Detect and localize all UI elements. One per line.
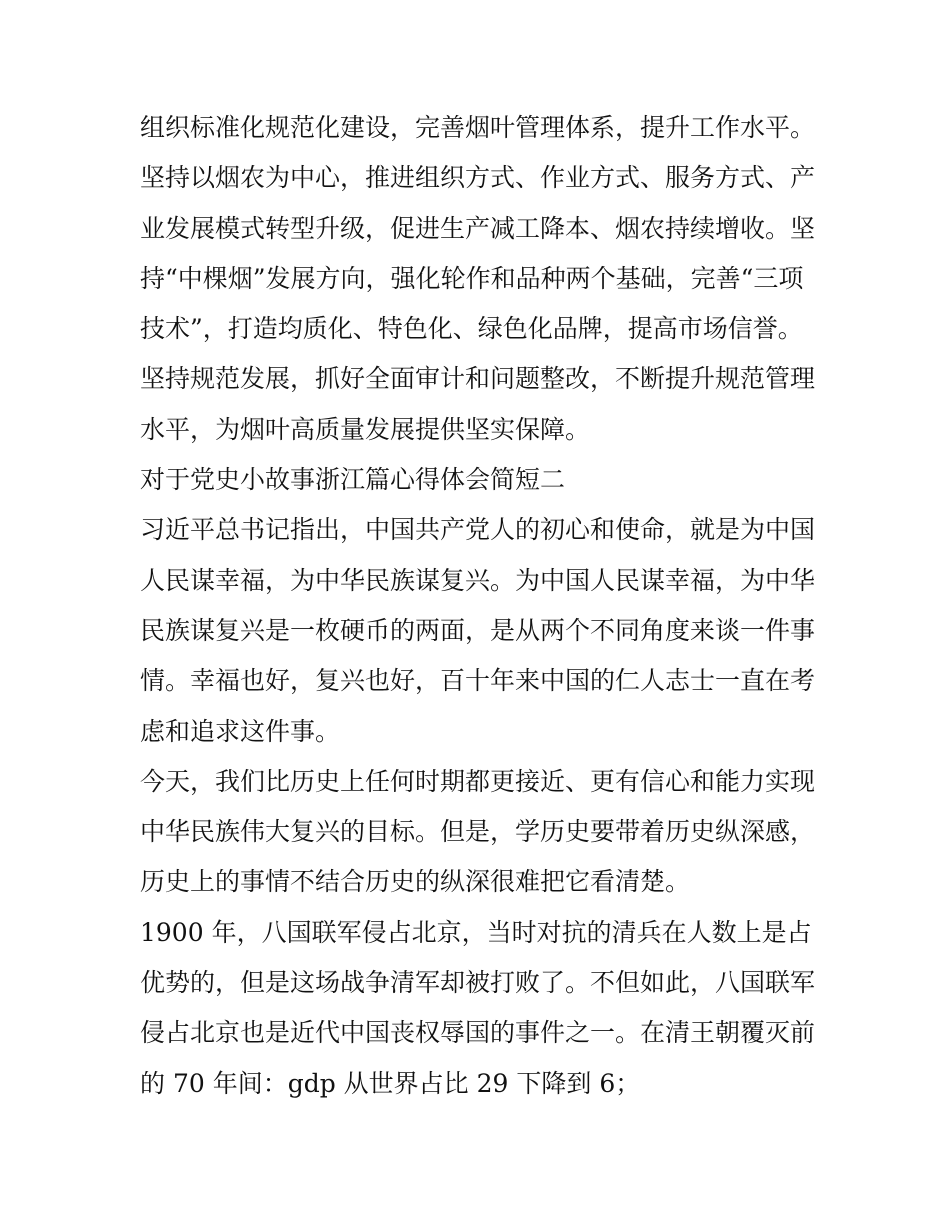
text-line: 优势的，但是这场战争清军却被打败了。不但如此，八国联军 [140, 968, 816, 998]
text-line: 的 70 年间：gdp 从世界占比 29 下降到 6； [140, 1068, 641, 1098]
text-line: 民族谋复兴是一枚硬币的两面，是从两个不同角度来谈一件事 [140, 615, 816, 645]
text-line: 习近平总书记指出，中国共产党人的初心和使命，就是为中国 [140, 515, 816, 545]
text-line: 坚持以烟农为中心，推进组织方式、作业方式、服务方式、产 [140, 163, 816, 193]
text-line: 今天，我们比历史上任何时期都更接近、更有信心和能力实现 [140, 766, 816, 796]
text-line: 1900 年，八国联军侵占北京，当时对抗的清兵在人数上是占 [140, 917, 812, 947]
body-text [140, 103, 820, 1109]
text-line: 历史上的事情不结合历史的纵深很难把它看清楚。 [140, 867, 691, 897]
text-line: 中华民族伟大复兴的目标。但是，学历史要带着历史纵深感， [140, 817, 816, 847]
text-line: 业发展模式转型升级，促进生产减工降本、烟农持续增收。坚 [140, 213, 816, 243]
text-line: 侵占北京也是近代中国丧权辱国的事件之一。在清王朝覆灭前 [140, 1018, 816, 1048]
text-line: 技术”，打造均质化、特色化、绿色化品牌，提高市场信誉。 [140, 314, 803, 344]
text-line: 虑和追求这件事。 [140, 716, 341, 746]
text-line: 水平，为烟叶高质量发展提供坚实保障。 [140, 414, 591, 444]
section-heading: 对于党史小故事浙江篇心得体会简短二 [140, 465, 566, 495]
text-line: 人民谋幸福，为中华民族谋复兴。为中国人民谋幸福，为中华 [140, 565, 816, 595]
text-line: 坚持规范发展，抓好全面审计和问题整改，不断提升规范管理 [140, 364, 816, 394]
text-line: 组织标准化规范化建设，完善烟叶管理体系，提升工作水平。 [140, 113, 816, 142]
text-line: 情。幸福也好，复兴也好，百十年来中国的仁人志士一直在考 [140, 666, 816, 696]
text-line: 持“中棵烟”发展方向，强化轮作和品种两个基础，完善“三项 [140, 263, 804, 293]
